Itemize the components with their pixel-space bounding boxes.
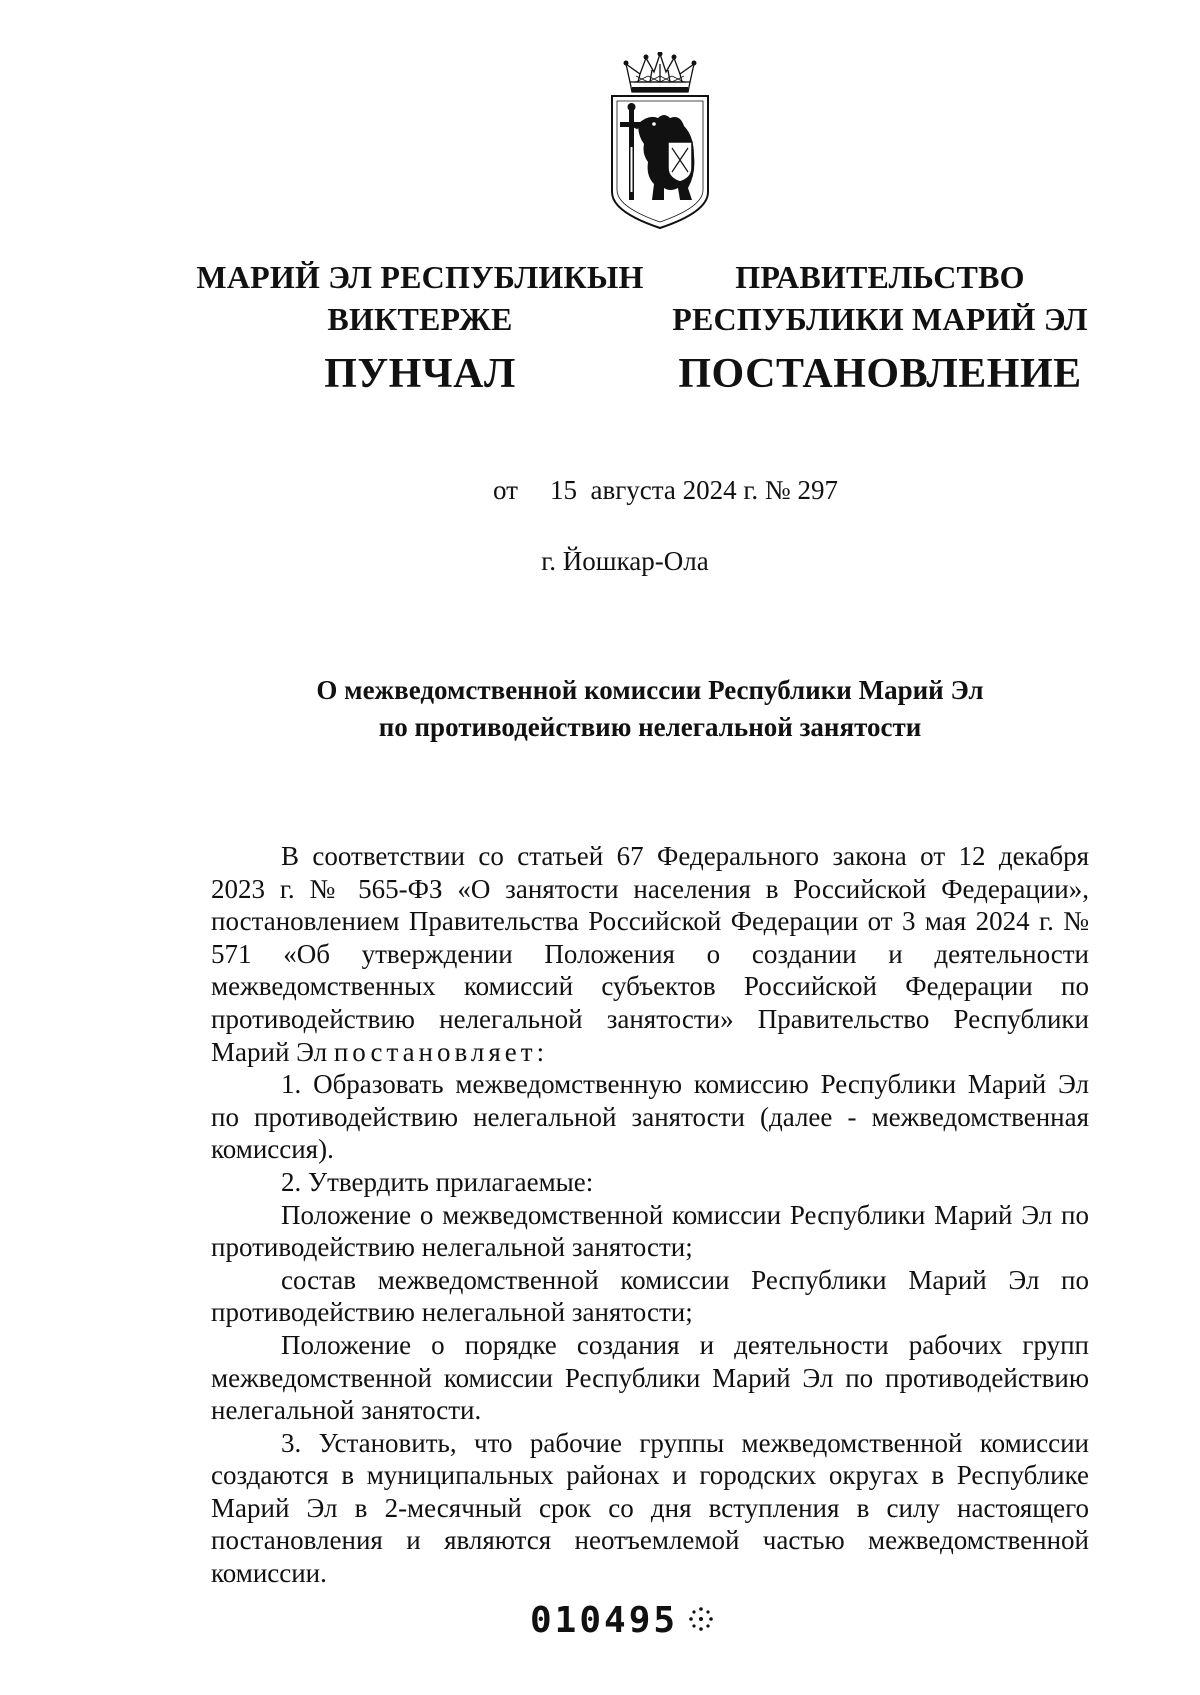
coat-of-arms-icon — [608, 52, 712, 230]
header-left-doc-type: ПУНЧАЛ — [324, 351, 516, 397]
header-right-doc-type: ПОСТАНОВЛЕНИЕ — [678, 351, 1082, 397]
item-2a-paragraph: Положение о межведомственной комиссии Республики Марий Эл по противодействию нелегальной занятости; — [211, 1199, 1089, 1263]
item-2c-paragraph: Положение о порядке создания и деятельности рабочих групп межведомственной комиссии Республики Марий Эл по противодействию нелегальной занятости. — [211, 1329, 1089, 1426]
item-1-paragraph: 1. Образовать межведомственную комиссию Республики Марий Эл по противодействию нелегальной занятости (далее - межведомственная комиссия). — [211, 1069, 1089, 1165]
preamble-text: В соответствии со статьей 67 Федерального закона от 12 декабря 2023 г. № 565-ФЗ «О занятости населения в Российской Федерации», постановлением Правительства Российской Федерации от 3 мая 2024 г. № 571 «Об утверждении Положения о создании и деятельности межведомственных комиссий субъектов Российской Федерации по противодействию нелегальной занятости» Правительство Республики Марий Эл — [211, 841, 1089, 1067]
stamp-mark-icon — [688, 1606, 714, 1632]
preamble-verb: постановляет: — [333, 1036, 549, 1067]
date-prefix: от — [493, 475, 518, 505]
item-3-paragraph: 3. Установить, что рабочие группы межведомственной комиссии создаются в муниципальных районах и городских округах в Республике Марий Эл в 2-месячный срок со дня вступления в силу настоящего постановления и являются неотъемлемой частью межведомственной комиссии. — [211, 1427, 1089, 1589]
document-body — [211, 840, 1089, 1590]
header-left-line2: ВИКТЕРЖЕ — [327, 301, 513, 337]
preamble-paragraph — [211, 840, 1089, 1068]
header-right-line2: РЕСПУБЛИКИ МАРИЙ ЭЛ — [672, 301, 1088, 337]
date-number: 15 августа 2024 г. № 297 — [550, 475, 838, 505]
place-line: г. Йошкар-Ола — [541, 546, 709, 576]
title-line1: О межведомственной комиссии Республики Марий Эл — [316, 675, 984, 705]
header-right-line1: ПРАВИТЕЛЬСТВО — [735, 259, 1025, 295]
item-2b-paragraph: состав межведомственной комиссии Республики Марий Эл по противодействию нелегальной занятости; — [211, 1264, 1089, 1328]
header-left — [180, 256, 660, 402]
document-title — [200, 672, 1100, 746]
title-line2: по противодействию нелегальной занятости — [378, 712, 922, 742]
header-left-line1: МАРИЙ ЭЛ РЕСПУБЛИКЫН — [196, 259, 644, 295]
header-right — [660, 256, 1100, 402]
form-serial-number: 010495 — [530, 1600, 679, 1641]
item-2-paragraph: 2. Утвердить прилагаемые: — [281, 1166, 594, 1197]
